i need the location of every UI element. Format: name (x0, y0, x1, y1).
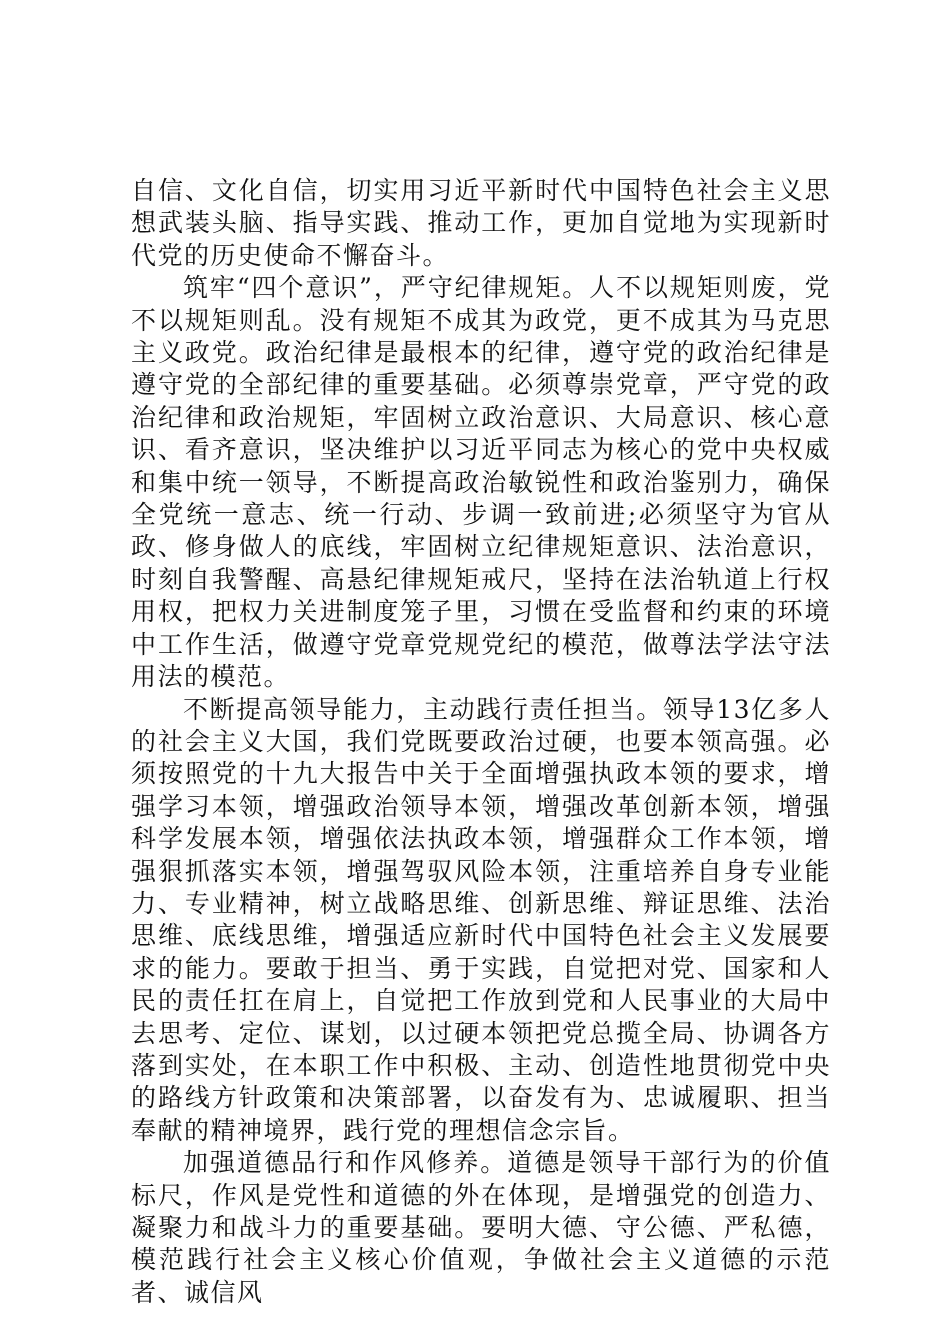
document-body (131, 175, 831, 1309)
paragraph-1: 自信、文化自信，切实用习近平新时代中国特色社会主义思想武装头脑、指导实践、推动工作，更加自觉地为实现新时代党的历史使命不懈奋斗。 (131, 176, 831, 270)
paragraph-4: 加强道德品行和作风修养。道德是领导干部行为的价值标尺，作风是党性和道德的外在体现，是增强党的创造力、凝聚力和战斗力的重要基础。要明大德、守公德、严私德，模范践行社会主义核心价值观，争做社会主义道德的示范者、诚信风 (131, 1148, 831, 1307)
paragraph-3: 不断提高领导能力，主动践行责任担当。领导13亿多人的社会主义大国，我们党既要政治过硬，也要本领高强。必须按照党的十九大报告中关于全面增强执政本领的要求，增强学习本领，增强政治领导本领，增强改革创新本领，增强科学发展本领，增强依法执政本领，增强群众工作本领，增强狠抓落实本领，增强驾驭风险本领，注重培养自身专业能力、专业精神，树立战略思维、创新思维、辩证思维、法治思维、底线思维，增强适应新时代中国特色社会主义发展要求的能力。要敢于担当、勇于实践，自觉把对党、国家和人民的责任扛在肩上，自觉把工作放到党和人民事业的大局中去思考、定位、谋划，以过硬本领把党总揽全局、协调各方落到实处，在本职工作中积极、主动、创造性地贯彻党中央的路线方针政策和决策部署，以奋发有为、忠诚履职、担当奉献的精神境界，践行党的理想信念宗旨。 (131, 694, 831, 1145)
paragraph-2: 筑牢“四个意识”，严守纪律规矩。人不以规矩则废，党不以规矩则乱。没有规矩不成其为政党，更不成其为马克思主义政党。政治纪律是最根本的纪律，遵守党的政治纪律是遵守党的全部纪律的重要基础。必须尊崇党章，严守党的政治纪律和政治规矩，牢固树立政治意识、大局意识、核心意识、看齐意识，坚决维护以习近平同志为核心的党中央权威和集中统一领导，不断提高政治敏锐性和政治鉴别力，确保全党统一意志、统一行动、步调一致前进;必须坚守为官从政、修身做人的底线，牢固树立纪律规矩意识、法治意识，时刻自我警醒、高悬纪律规矩戒尺，坚持在法治轨道上行权用权，把权力关进制度笼子里，习惯在受监督和约束的环境中工作生活，做遵守党章党规党纪的模范，做尊法学法守法用法的模范。 (131, 273, 831, 692)
